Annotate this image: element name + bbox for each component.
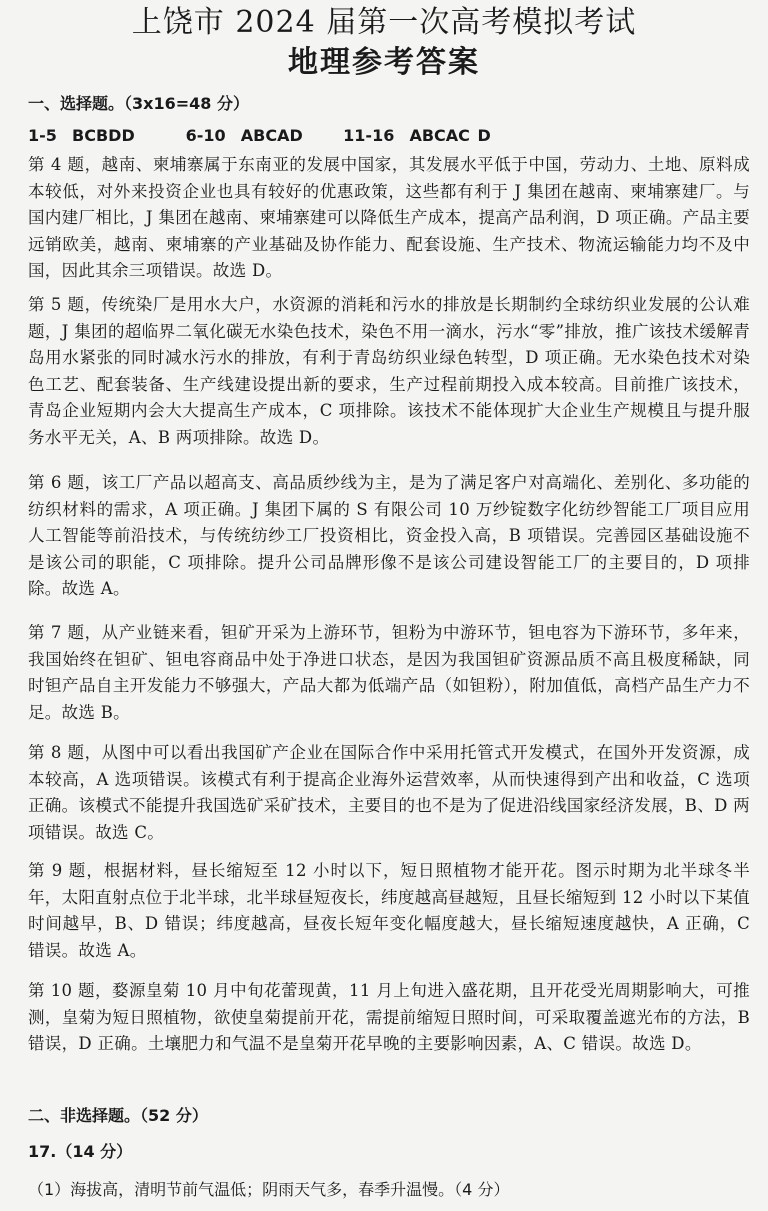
answer-key-title: 地理参考答案 [288,45,480,80]
question17-part1-answer: （1）海拔高，清明节前气温低；阴雨天气多，春季升温慢。（4 分） [28,1180,510,1199]
answer-keys: ABCAC D [409,126,491,145]
answer-keys: ABCAD [240,126,303,145]
section2-heading: 二、非选择题。（52 分） [28,1106,208,1125]
explanation-q4: 第 4 题，越南、柬埔寨属于东南亚的发展中国家，其发展水平低于中国，劳动力、土地、原料成本较低，对外来投资企业也具有较好的优惠政策，这些都有利于 J 集团在越南、柬埔寨建厂。与国内建厂相比，J 集团在越南、柬埔寨建可以降低生产成本，提高产品利润，D 项正确。产品主要远销欧美，越南、柬埔寨的产业基础及协作能力、配套设施、生产技术、物流运输能力均不及中国，因此其余三项错误。故选 D。 [28,155,750,280]
answer-group [186,124,336,148]
exam-title: 上饶市 2024 届第一次高考模拟考试 [131,5,637,40]
explanation-q5: 第 5 题，传统染厂是用水大户，水资源的消耗和污水的排放是长期制约全球纺织业发展的公认难题，J 集团的超临界二氧化碳无水染色技术，染色不用一滴水，污水“零”排放，推广该技术缓解青岛用水紧张的同时减水污水的排放，有利于青岛纺织业绿色转型，D 项正确。无水染色技术对染色工艺、配套装备、生产线建设提出新的要求，生产过程前期投入成本较高。目前推广该技术，青岛企业短期内会大大提高生产成本，C 项排除。该技术不能体现扩大企业生产规模且与提升服务水平无关，A、B 两项排除。故选 D。 [28,295,750,447]
section1-heading: 一、选择题。（3x16=48 分） [28,94,249,113]
answer-group [343,124,491,148]
answer-range: 11-16 [343,126,395,145]
explanation-q8: 第 8 题，从图中可以看出我国矿产企业在国际合作中采用托管式开发模式，在国外开发资源，成本较高，A 选项错误。该模式有利于提高企业海外运营效率，从而快速得到产出和收益，C 选项正确。该模式不能提升我国选矿采矿技术，主要目的也不是为了促进沿线国家经济发展，B、D 两项错误。故选 C。 [28,743,750,842]
explanation-q7: 第 7 题，从产业链来看，钽矿开采为上游环节，钽粉为中游环节，钽电容为下游环节，多年来，我国始终在钽矿、钽电容商品中处于净进口状态，是因为我国钽矿资源品质不高且极度稀缺，同时钽产品自主开发能力不够强大，产品大都为低端产品（如钽粉），附加值低，高档产品生产力不足。故选 B。 [28,623,750,722]
explanation-q6: 第 6 题，该工厂产品以超高支、高品质纱线为主，是为了满足客户对高端化、差别化、多功能的纺织材料的需求，A 项正确。J 集团下属的 S 有限公司 10 万纱锭数字化纺纱智能工厂项目应用人工智能等前沿技术，与传统纺纱工厂投资相比，资金投入高，B 项错误。完善园区基础设施不是该公司的职能，C 项排除。提升公司品牌形像不是该公司建设智能工厂的主要目的，D 项排除。故选 A。 [28,473,750,598]
question17-heading: 17.（14 分） [28,1142,133,1161]
answer-range: 1-5 [28,126,57,145]
answer-keys: BCBDD [72,126,135,145]
answer-range: 6-10 [185,126,226,145]
explanation-q10: 第 10 题，婺源皇菊 10 月中旬花蕾现黄，11 月上旬进入盛花期，且开花受光周期影响大，可推测，皇菊为短日照植物，欲使皇菊提前开花，需提前缩短日照时间，可采取覆盖遮光布的方法，B 错误，D 正确。土壤肥力和气温不是皇菊开花早晚的主要影响因素，A、C 错误。故选 D。 [28,981,750,1053]
explanation-q9: 第 9 题，根据材料，昼长缩短至 12 小时以下，短日照植物才能开花。图示时期为北半球冬半年，太阳直射点位于北半球，北半球昼短夜长，纬度越高昼越短，且昼长缩短到 12 小时以下某值时间越早，B、D 错误；纬度越高，昼夜长短年变化幅度越大，昼长缩短速度越快，A 正确，C 错误。故选 A。 [28,861,750,960]
multiple-choice-answers [28,124,491,148]
answer-group [28,124,178,148]
